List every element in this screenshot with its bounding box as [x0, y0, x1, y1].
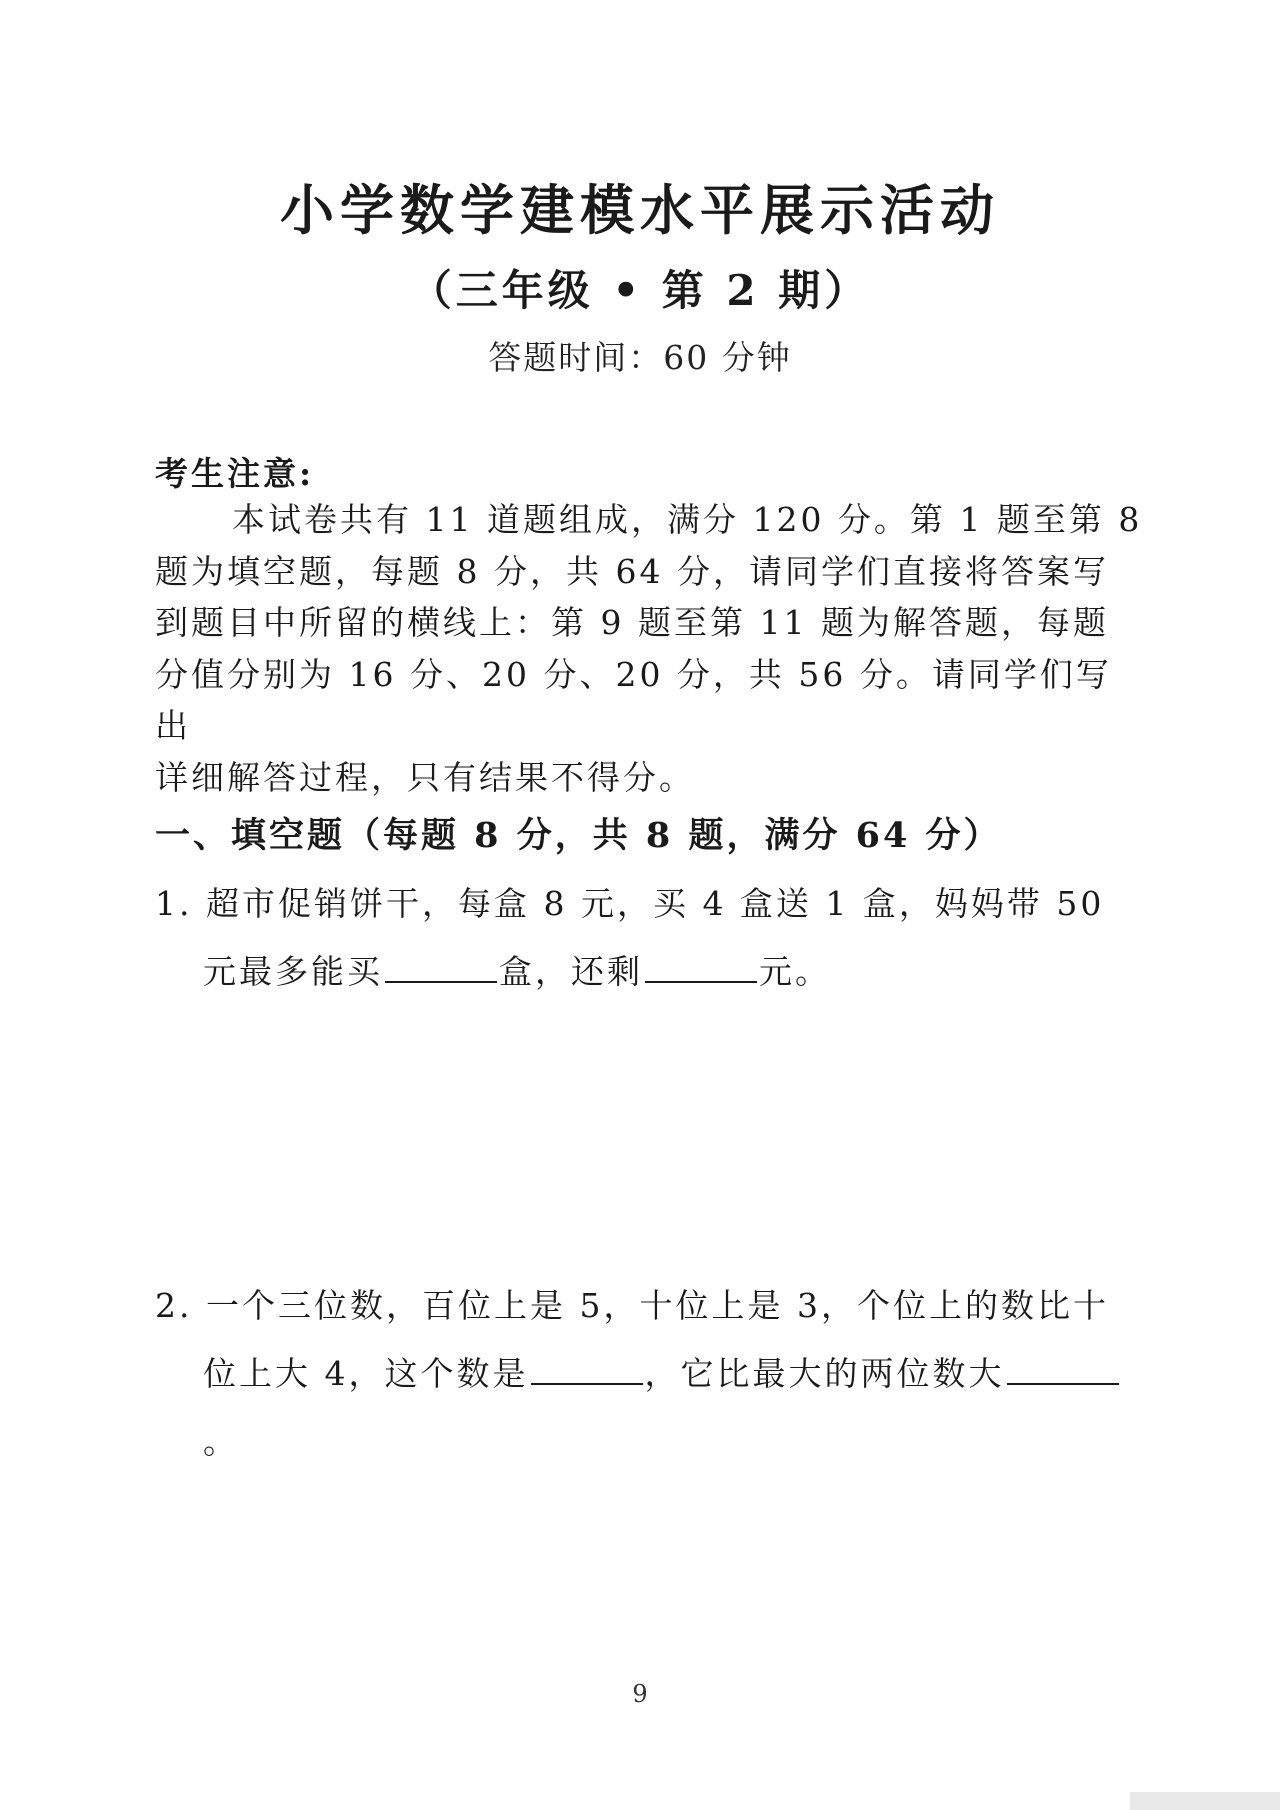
notice-line: 题为填空题，每题 8 分，共 64 分，请同学们直接将答案写: [155, 551, 1109, 591]
corner-decoration: [1130, 1792, 1280, 1810]
notice-line: 到题目中所留的横线上：第 9 题至第 11 题为解答题，每题: [155, 603, 1109, 642]
notice-heading: 考生注意:: [155, 454, 315, 493]
notice-line: 详细解答过程，只有结果不得分。: [155, 757, 695, 797]
notice-line: 分值分别为 16 分、20 分、20 分，共 56 分。请同学们写出: [155, 654, 1112, 745]
question-2: [155, 1272, 1155, 1476]
question-text-line2: 位上大 4，这个数是 ，它比最大的两位数大。: [155, 1340, 1155, 1476]
time-limit: 答题时间：60 分钟: [488, 338, 792, 377]
question-1: [155, 870, 1155, 1006]
question-text: 1. 超市促销饼干，每盒 8 元，买 4 盒送 1 盒，妈妈带 50: [155, 884, 1105, 923]
question-text-line2: 元最多能买 盒，还剩 元。: [203, 952, 831, 991]
notice-line: 本试卷共有 11 道题组成，满分 120 分。第 1 题至第 8: [232, 500, 1143, 539]
answer-blank[interactable]: [645, 951, 757, 983]
answer-blank[interactable]: [1007, 1353, 1119, 1385]
page-subtitle: （三年级 • 第 2 期）: [409, 266, 871, 315]
section-heading: 一、填空题（每题 8 分，共 8 题，满分 64 分）: [155, 815, 1002, 856]
page-number: 9: [632, 1680, 648, 1708]
notice-body: [155, 494, 1145, 803]
page-title: 小学数学建模水平展示活动: [280, 178, 1000, 242]
answer-blank[interactable]: [531, 1353, 643, 1385]
answer-blank[interactable]: [385, 951, 497, 983]
question-text: 2. 一个三位数，百位上是 5，十位上是 3，个位上的数比十: [155, 1286, 1109, 1325]
